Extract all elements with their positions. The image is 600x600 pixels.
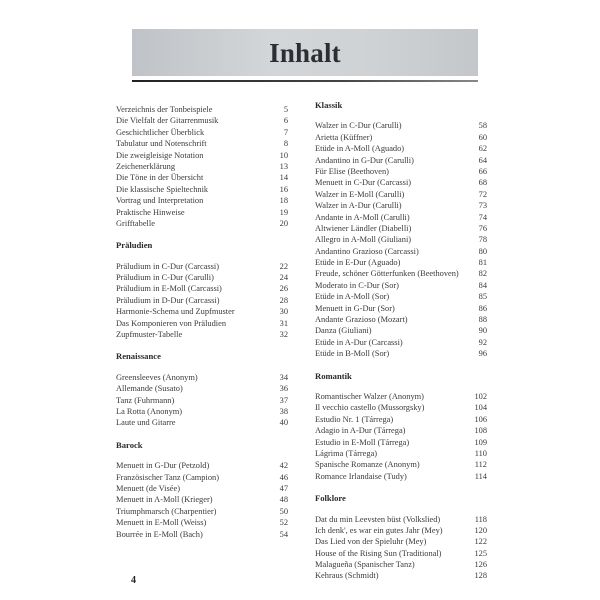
toc-entry: [315, 223, 487, 234]
toc-section: [315, 100, 487, 360]
toc-entry-page: 13: [279, 161, 288, 171]
toc-entry-title: Andante Grazioso (Mozart): [315, 315, 408, 325]
toc-entry-title: Menuett in A-Moll (Krieger): [116, 495, 213, 505]
toc-entry-title: Grifftabelle: [116, 218, 155, 228]
toc-entry-title: Walzer in E-Moll (Carulli): [315, 189, 405, 199]
toc-entry-page: 122: [474, 537, 487, 547]
toc-entry: [315, 280, 487, 291]
toc-entry-title: Zupfmuster-Tabelle: [116, 330, 183, 340]
toc-entry-title: Freude, schöner Götterfunken (Beethoven): [315, 269, 459, 279]
toc-entry: [315, 325, 487, 336]
toc-section: [116, 351, 288, 428]
toc-entry: [116, 417, 288, 428]
toc-entry-page: 58: [478, 121, 487, 131]
toc-entry-page: 114: [474, 471, 487, 481]
toc-entry-title: Die zweigleisige Notation: [116, 150, 204, 160]
toc-entry: [116, 383, 288, 394]
toc-entry-page: 120: [474, 525, 487, 535]
toc-entry-title: Triumphmarsch (Charpentier): [116, 506, 217, 516]
toc-entry-page: 73: [478, 201, 487, 211]
toc-entry: [315, 120, 487, 131]
toc-entry-title: Französischer Tanz (Campion): [116, 472, 219, 482]
toc-entry-title: Die Töne in der Übersicht: [116, 173, 204, 183]
toc-entry-page: 31: [279, 318, 288, 328]
toc-entry-page: 48: [279, 495, 288, 505]
toc-entry: [116, 161, 288, 172]
header-band: [132, 29, 478, 76]
toc-entry: [315, 348, 487, 359]
toc-entry: [116, 529, 288, 540]
toc-right-column: [315, 100, 487, 582]
toc-entry-title: Tanz (Fuhrmann): [116, 395, 175, 405]
toc-entry-page: 64: [478, 155, 487, 165]
toc-entry: [315, 559, 487, 570]
toc-entry-title: Verzeichnis der Tonbeispiele: [116, 105, 213, 114]
toc-entry-title: Allemande (Susato): [116, 384, 183, 394]
toc-entry-page: 74: [478, 212, 487, 222]
toc-entry-page: 78: [478, 235, 487, 245]
toc-entry-title: Ich denk', es war ein gutes Jahr (Mey): [315, 525, 443, 535]
toc-entry: [315, 425, 487, 436]
toc-entry-title: Etüde in A-Dur (Carcassi): [315, 337, 403, 347]
toc-entry: [116, 483, 288, 494]
toc-entry: [116, 127, 288, 138]
toc-entry-page: 80: [478, 246, 487, 256]
toc-entry-title: Greensleeves (Anonym): [116, 372, 198, 382]
toc-entry: [315, 246, 487, 257]
toc-entry: [116, 506, 288, 517]
toc-entry-title: La Rotta (Anonym): [116, 406, 183, 416]
toc-entry: [315, 437, 487, 448]
toc-entry-page: 28: [279, 295, 288, 305]
toc-entry-page: 52: [279, 518, 288, 528]
toc-entry-page: 8: [283, 139, 288, 149]
toc-entry: [116, 272, 288, 283]
toc-entry-title: Il vecchio castello (Mussorgsky): [315, 403, 425, 413]
toc-section: [315, 371, 487, 483]
toc-entry: [315, 291, 487, 302]
toc-entry-title: Für Elise (Beethoven): [315, 166, 389, 176]
toc-entry-title: Etüde in E-Dur (Aguado): [315, 258, 401, 268]
toc-entry: [116, 494, 288, 505]
toc-entry-title: Menuett in G-Dur (Sor): [315, 303, 395, 313]
toc-section: [116, 240, 288, 340]
toc-entry-page: 16: [279, 184, 288, 194]
toc-entry-title: Arietta (Küffner): [315, 132, 373, 142]
toc-entry: [116, 195, 288, 206]
toc-section: [116, 440, 288, 540]
toc-entry: [116, 283, 288, 294]
toc-entry-title: Tabulatur und Notenschrift: [116, 139, 207, 149]
toc-left-column: [116, 104, 288, 540]
toc-entry-page: 62: [478, 144, 487, 154]
toc-entry-page: 20: [279, 218, 288, 228]
toc-entry-page: 84: [478, 280, 487, 290]
toc-entry: [116, 517, 288, 528]
toc-entry: [315, 212, 487, 223]
toc-entry: [315, 548, 487, 559]
toc-entry-title: Menuett (de Visée): [116, 483, 180, 493]
toc-entry-page: 54: [279, 529, 288, 539]
toc-entry-title: Danza (Giuliani): [315, 326, 372, 336]
toc-section-title: Barock: [116, 439, 143, 450]
toc-entry-title: Romance Irlandaise (Tudy): [315, 471, 407, 481]
toc-entry: [116, 460, 288, 471]
toc-entry: [116, 406, 288, 417]
toc-entry-page: 88: [478, 315, 487, 325]
toc-entry: [315, 200, 487, 211]
toc-entry-title: Lágrima (Tárrega): [315, 448, 378, 458]
toc-entry-page: 10: [279, 150, 288, 160]
toc-entry-title: Allegro in A-Moll (Giuliani): [315, 235, 412, 245]
toc-entry-title: Estudio Nr. 1 (Tárrega): [315, 414, 394, 424]
page-number: 4: [131, 575, 136, 586]
toc-entry-title: Praktische Hinweise: [116, 207, 185, 217]
toc-entry: [315, 155, 487, 166]
toc-entry-page: 30: [279, 307, 288, 317]
toc-entry-page: 90: [478, 326, 487, 336]
toc-entry-page: 47: [279, 483, 288, 493]
toc-entry-title: Harmonie-Schema und Zupfmuster: [116, 307, 235, 317]
toc-entry-title: Etüde in B-Moll (Sor): [315, 349, 390, 359]
toc-entry-title: Estudio in E-Moll (Tárrega): [315, 437, 410, 447]
toc-entry-title: Etüde in A-Moll (Sor): [315, 292, 390, 302]
toc-entry: [116, 218, 288, 229]
toc-entry-page: 126: [474, 560, 487, 570]
toc-entry: [116, 472, 288, 483]
toc-entry: [315, 189, 487, 200]
toc-entry: [116, 207, 288, 218]
toc-entry: [116, 329, 288, 340]
toc-entry: [116, 104, 288, 115]
toc-entry-page: 118: [474, 514, 487, 524]
toc-entry-page: 102: [474, 391, 487, 401]
toc-entry: [315, 337, 487, 348]
toc-entry-page: 7: [283, 127, 288, 137]
toc-entry: [315, 570, 487, 581]
toc-entry: [116, 261, 288, 272]
toc-entry-title: Moderato in C-Dur (Sor): [315, 280, 399, 290]
toc-entry: [315, 166, 487, 177]
toc-entry: [315, 448, 487, 459]
toc-entry-page: 86: [478, 303, 487, 313]
toc-entry-page: 106: [474, 414, 487, 424]
toc-entry: [315, 459, 487, 470]
toc-entry-title: Romantischer Walzer (Anonym): [315, 391, 424, 401]
toc-entry: [315, 414, 487, 425]
toc-entry-title: Andantino in G-Dur (Carulli): [315, 155, 414, 165]
toc-entry-title: Menuett in E-Moll (Weiss): [116, 518, 207, 528]
toc-entry-page: 26: [279, 284, 288, 294]
toc-entry: [315, 402, 487, 413]
toc-section-title: Klassik: [315, 100, 343, 110]
toc-entry-title: Zeichenerklärung: [116, 161, 176, 171]
toc-entry-title: Die klassische Spieltechnik: [116, 184, 209, 194]
toc-section: [315, 493, 487, 582]
toc-entry-title: Geschichtlicher Überblick: [116, 127, 205, 137]
toc-entry-title: Präludium in C-Dur (Carulli): [116, 273, 214, 283]
toc-entry-title: Das Lied von der Spieluhr (Mey): [315, 537, 427, 547]
toc-entry-page: 110: [474, 448, 487, 458]
toc-entry-title: Walzer in C-Dur (Carulli): [315, 121, 402, 131]
toc-entry-page: 66: [478, 166, 487, 176]
toc-entry-title: Kehraus (Schmidt): [315, 571, 379, 581]
toc-entry: [315, 471, 487, 482]
toc-entry-title: Vortrag und Interpretation: [116, 196, 204, 206]
toc-entry-title: Adagio in A-Dur (Tárrega): [315, 426, 406, 436]
toc-entry-page: 108: [474, 426, 487, 436]
toc-entry-page: 112: [474, 460, 487, 470]
toc-entry-title: Präludium in C-Dur (Carcassi): [116, 261, 220, 271]
toc-entry: [315, 257, 487, 268]
toc-entry-title: Präludium in D-Dur (Carcassi): [116, 295, 220, 305]
toc-entry-title: Bourrée in E-Moll (Bach): [116, 529, 203, 539]
toc-entry: [116, 372, 288, 383]
toc-entry: [315, 268, 487, 279]
toc-entry: [315, 143, 487, 154]
toc-entry: [116, 150, 288, 161]
toc-entry-page: 85: [478, 292, 487, 302]
toc-entry-page: 24: [279, 273, 288, 283]
toc-entry: [315, 132, 487, 143]
toc-entry-title: Andante in A-Moll (Carulli): [315, 212, 410, 222]
toc-entry-page: 19: [279, 207, 288, 217]
toc-entry-title: Spanische Romanze (Anonym): [315, 460, 420, 470]
toc-section-title: Präludien: [116, 240, 153, 251]
toc-entry: [315, 514, 487, 525]
toc-entry: [315, 525, 487, 536]
toc-entry-page: 92: [478, 337, 487, 347]
toc-entry: [315, 177, 487, 188]
toc-entry-page: 5: [283, 105, 288, 114]
toc-entry: [116, 172, 288, 183]
toc-entry-page: 128: [474, 571, 487, 581]
toc-entry: [116, 318, 288, 329]
page-title: Inhalt: [269, 38, 341, 68]
toc-entry-page: 22: [279, 261, 288, 271]
toc-entry-page: 34: [279, 372, 288, 382]
toc-entry-title: House of the Rising Sun (Traditional): [315, 548, 442, 558]
toc-entry-page: 68: [478, 178, 487, 188]
toc-entry: [116, 184, 288, 195]
toc-entry: [116, 115, 288, 126]
toc-entry-page: 37: [279, 395, 288, 405]
toc-entry-page: 81: [478, 258, 487, 268]
toc-entry-title: Andantino Grazioso (Carcassi): [315, 246, 419, 256]
toc-section-title: Renaissance: [116, 351, 161, 362]
toc-entry-page: 32: [279, 330, 288, 340]
toc-entry-title: Malagueña (Spanischer Tanz): [315, 560, 415, 570]
toc-entry-page: 40: [279, 418, 288, 428]
toc-entry-title: Laute und Gitarre: [116, 418, 176, 428]
toc-entry-page: 42: [279, 461, 288, 471]
toc-section-title: Romantik: [315, 370, 352, 381]
toc-entry-title: Dat du min Leevsten büst (Volkslied): [315, 514, 441, 524]
toc-entry-page: 96: [478, 349, 487, 359]
toc-entry: [116, 306, 288, 317]
toc-entry-title: Menuett in C-Dur (Carcassi): [315, 178, 412, 188]
toc-entry-page: 104: [474, 403, 487, 413]
toc-entry-page: 18: [279, 196, 288, 206]
toc-entry: [116, 395, 288, 406]
toc-entry-page: 82: [478, 269, 487, 279]
toc-entry: [315, 536, 487, 547]
toc-entry-title: Altwiener Ländler (Diabelli): [315, 223, 412, 233]
toc-entry: [315, 391, 487, 402]
toc-entry: [116, 295, 288, 306]
toc-entry-page: 72: [478, 189, 487, 199]
toc-section-title: Folklore: [315, 493, 346, 504]
toc-entry-page: 6: [283, 116, 288, 126]
toc-entry: [315, 234, 487, 245]
toc-entry-page: 36: [279, 384, 288, 394]
toc-entry-page: 125: [474, 548, 487, 558]
toc-entry-title: Präludium in E-Moll (Carcassi): [116, 284, 222, 294]
toc-entry-title: Walzer in A-Dur (Carulli): [315, 201, 402, 211]
toc-entry-page: 50: [279, 506, 288, 516]
header-rule: [132, 80, 478, 82]
toc-entry-page: 60: [478, 132, 487, 142]
toc-entry: [116, 138, 288, 149]
toc-entry-page: 46: [279, 472, 288, 482]
toc-entry: [315, 303, 487, 314]
toc-entry-page: 38: [279, 406, 288, 416]
toc-entry-title: Etüde in A-Moll (Aguado): [315, 144, 405, 154]
toc-entry-title: Das Komponieren von Präludien: [116, 318, 227, 328]
toc-entry-title: Die Vielfalt der Gitarrenmusik: [116, 116, 219, 126]
toc-entry-title: Menuett in G-Dur (Petzold): [116, 461, 210, 471]
toc-entry-page: 109: [474, 437, 487, 447]
toc-entry-page: 76: [478, 223, 487, 233]
toc-entry-page: 14: [279, 173, 288, 183]
toc-entry: [315, 314, 487, 325]
